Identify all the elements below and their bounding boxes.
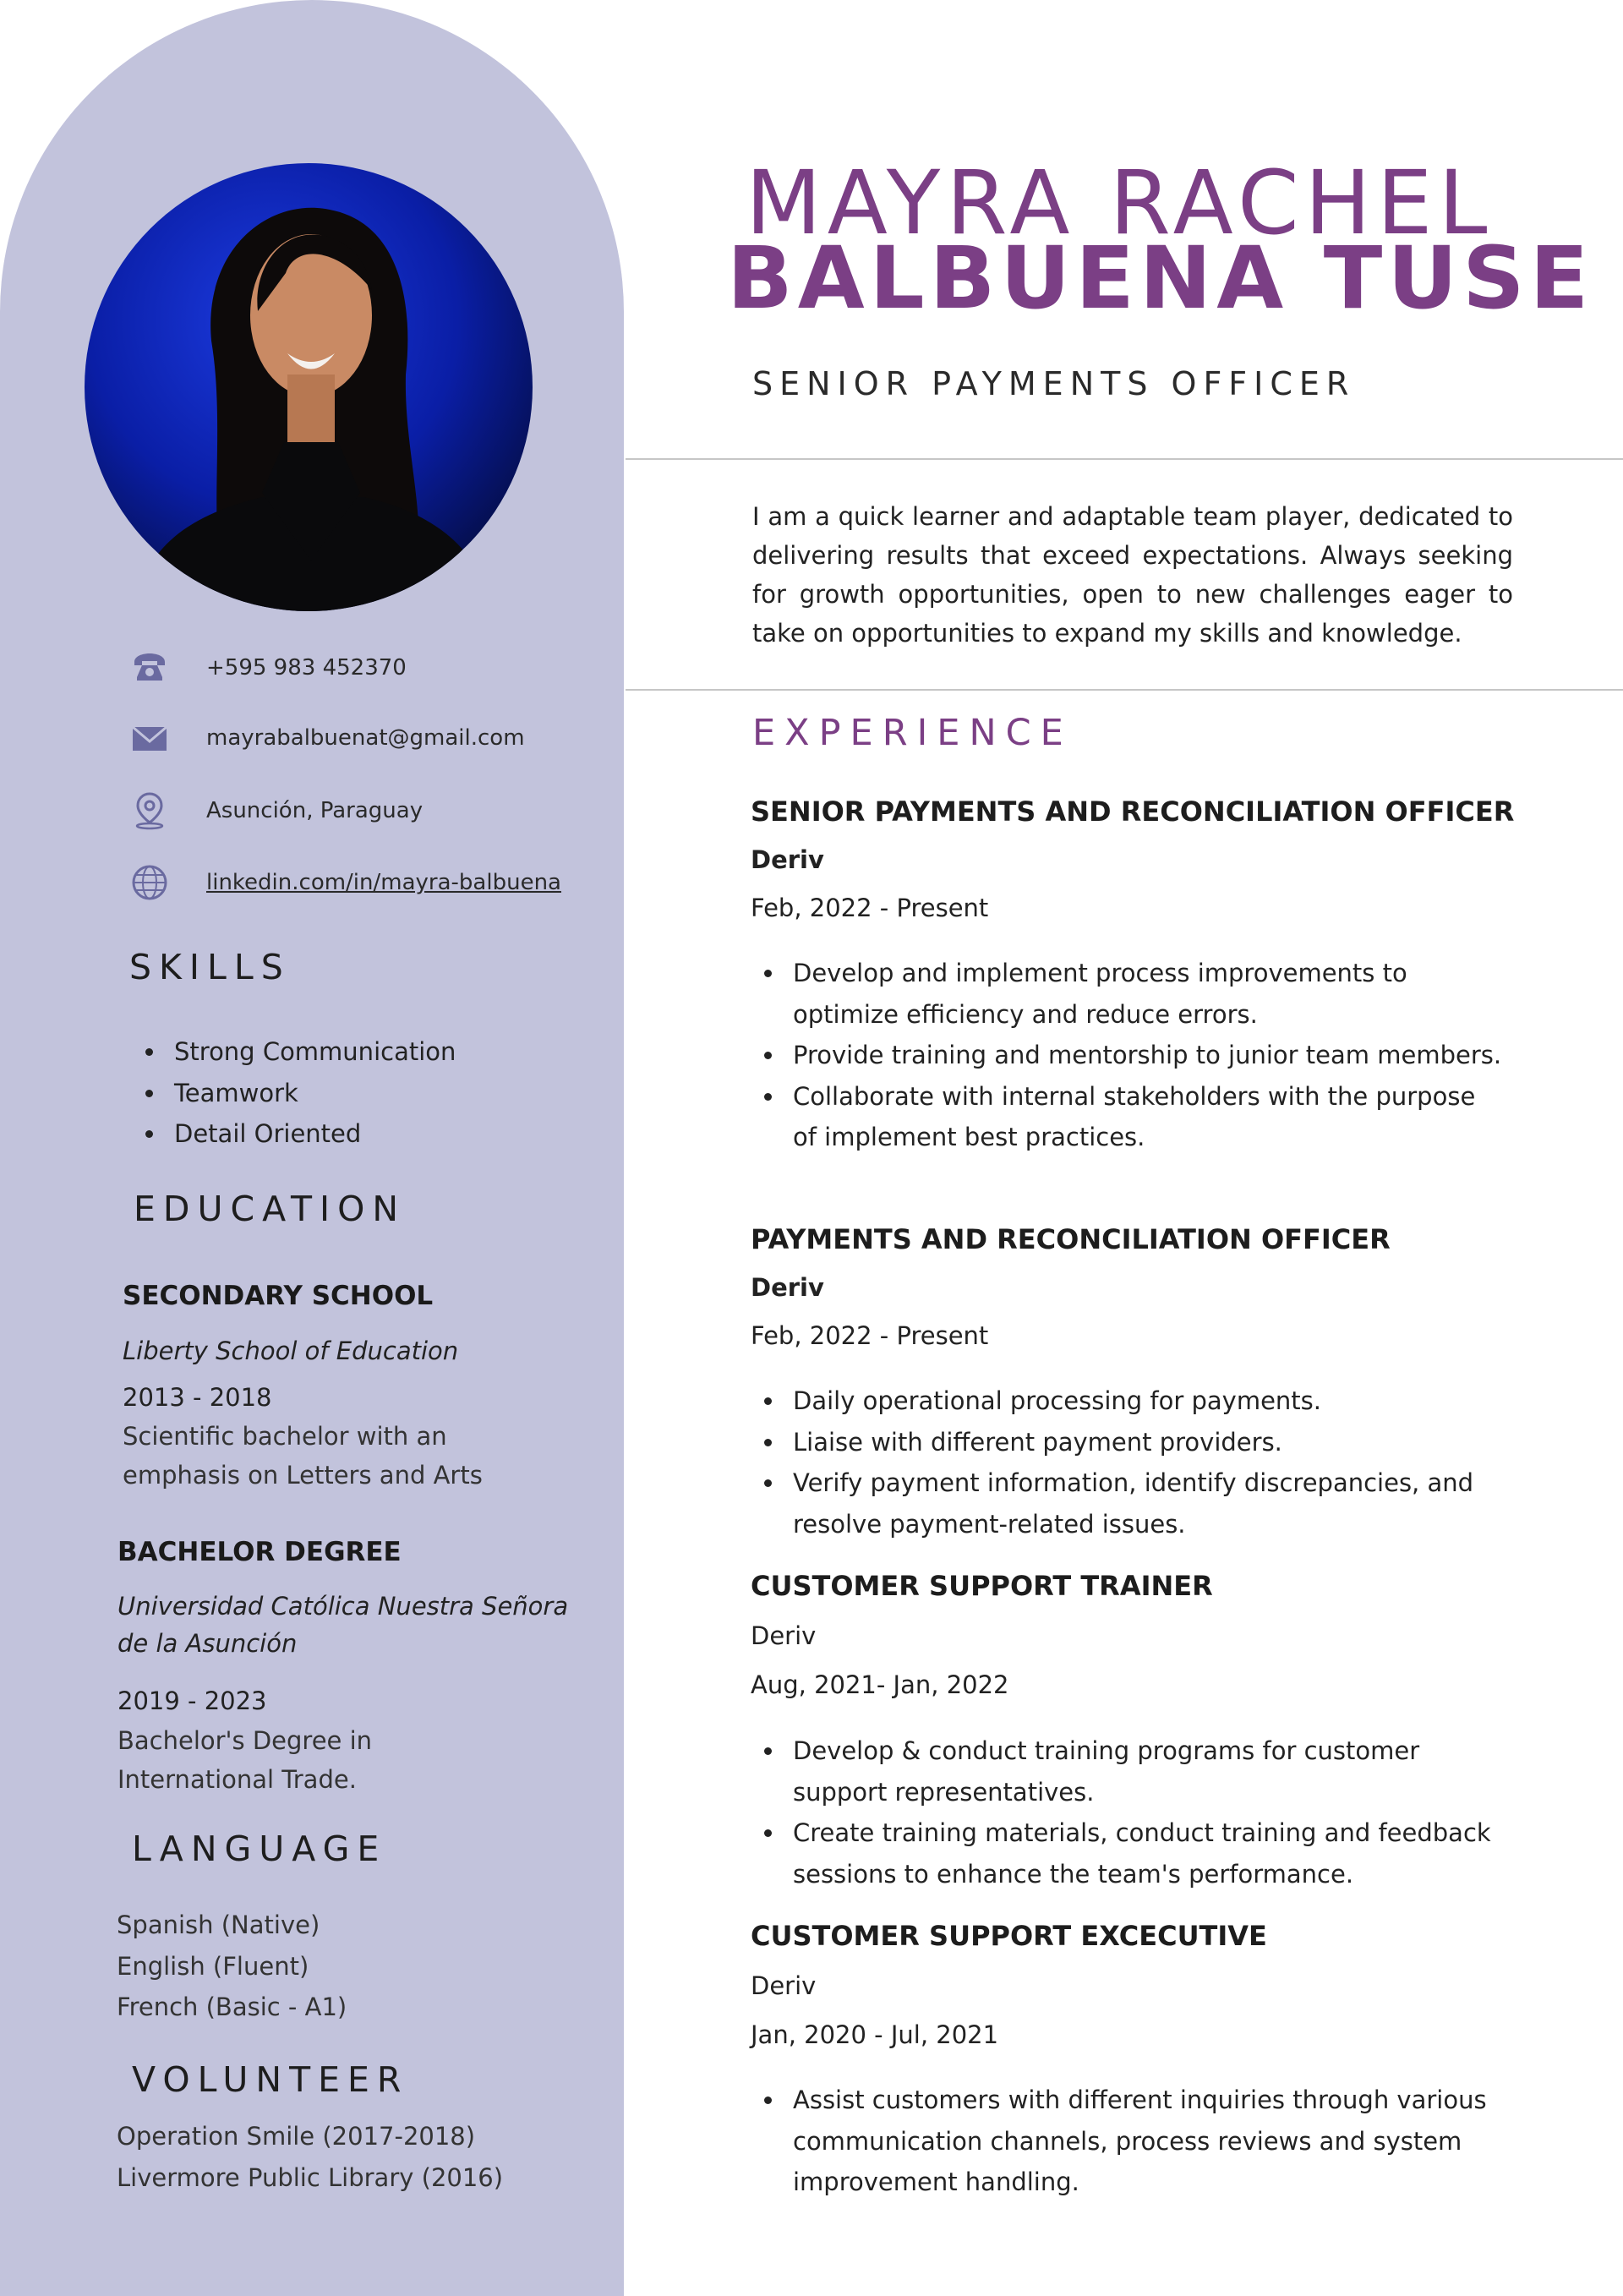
job-title: SENIOR PAYMENTS AND RECONCILIATION OFFICER (751, 795, 1515, 828)
profile-photo-image (85, 163, 533, 611)
job-bullet: Develop & conduct training programs for customer support representatives. (759, 1730, 1503, 1812)
education-years: 2013 - 2018 (123, 1383, 272, 1412)
skill-item: Strong Communication (135, 1031, 456, 1073)
language-heading: LANGUAGE (132, 1829, 387, 1869)
job-dates: Jan, 2020 - Jul, 2021 (751, 2020, 999, 2049)
job-title: CUSTOMER SUPPORT EXCECUTIVE (751, 1920, 1267, 1952)
language-list (117, 1905, 347, 2028)
globe-icon (128, 862, 171, 903)
job-company: Deriv (751, 1273, 824, 1302)
job-dates: Feb, 2022 - Present (751, 1321, 989, 1350)
profile-summary: I am a quick learner and adaptable team player, dedicated to delivering results that exceed expectations. Always seeking for growth opportunities, open to new challenges eager to take on opportunities to expand my skills and knowledge. (752, 502, 1513, 648)
job-company: Deriv (751, 1621, 817, 1650)
education-years: 2019 - 2023 (117, 1686, 267, 1715)
education-title: BACHELOR DEGREE (117, 1537, 402, 1567)
job-dates: Aug, 2021- Jan, 2022 (751, 1670, 1009, 1699)
language-item: Spanish (Native) (117, 1911, 320, 1939)
job-bullet: Assist customers with different inquiries through various communication channels, process reviews and system improvement handling. (759, 2080, 1503, 2203)
job-bullet: Daily operational processing for payments. (759, 1380, 1503, 1422)
job-bullets (759, 1380, 1503, 1544)
contact-location (128, 790, 602, 831)
education-description: Bachelor's Degree in International Trade. (117, 1726, 373, 1794)
contact-linkedin (128, 862, 602, 903)
job-bullet: Develop and implement process improvements to optimize efficiency and reduce errors. (759, 953, 1503, 1035)
education-school: Liberty School of Education (123, 1337, 459, 1365)
job-title: CUSTOMER SUPPORT TRAINER (751, 1570, 1213, 1602)
job-bullets (759, 1730, 1503, 1894)
volunteer-list (117, 2116, 503, 2198)
phone-icon (128, 648, 171, 688)
language-item: English (Fluent) (117, 1951, 309, 1981)
volunteer-heading: VOLUNTEER (132, 2059, 409, 2100)
volunteer-item: Operation Smile (2017-2018) (117, 2122, 476, 2151)
job-bullets (759, 2080, 1503, 2203)
last-names: BALBUENA TUSE (727, 228, 1594, 329)
divider (626, 689, 1623, 691)
job-bullet: Collaborate with internal stakeholders with the purpose of implement best practices. (759, 1076, 1503, 1158)
skills-heading: SKILLS (129, 947, 291, 987)
email-address[interactable]: mayrabalbuenat@gmail.com (206, 725, 525, 751)
job-company: Deriv (751, 1971, 817, 2000)
location-pin-icon (128, 790, 171, 831)
job-title: PAYMENTS AND RECONCILIATION OFFICER (751, 1223, 1391, 1255)
skill-item: Teamwork (135, 1073, 456, 1114)
language-item: French (Basic - A1) (117, 1993, 347, 2021)
location-text: Asunción, Paraguay (206, 798, 424, 823)
mail-icon (128, 718, 171, 758)
education-school: Universidad Católica Nuestra Señora de la Asunción (117, 1592, 569, 1658)
job-bullets (759, 953, 1503, 1158)
profile-photo (85, 163, 533, 611)
job-bullet: Provide training and mentorship to junior team members. (759, 1035, 1503, 1076)
education-title: SECONDARY SCHOOL (123, 1281, 434, 1311)
divider (626, 458, 1623, 460)
phone-number: +595 983 452370 (206, 655, 407, 681)
linkedin-link[interactable]: linkedin.com/in/mayra-balbuena (206, 870, 561, 895)
job-company: Deriv (751, 845, 824, 874)
education-heading: EDUCATION (134, 1189, 407, 1229)
job-role-title: SENIOR PAYMENTS OFFICER (752, 365, 1356, 402)
contact-email (128, 718, 602, 758)
contact-phone (128, 648, 602, 688)
volunteer-item: Livermore Public Library (2016) (117, 2162, 504, 2192)
first-names: MAYRA RACHEL (746, 151, 1494, 254)
job-bullet: Liaise with different payment providers. (759, 1422, 1503, 1463)
experience-heading: EXPERIENCE (752, 712, 1073, 754)
job-bullet: Verify payment information, identify discrepancies, and resolve payment-related issues. (759, 1462, 1503, 1544)
job-bullet: Create training materials, conduct training and feedback sessions to enhance the team's performance. (759, 1812, 1503, 1894)
skills-list (135, 1031, 456, 1155)
skill-item: Detail Oriented (135, 1113, 456, 1155)
job-dates: Feb, 2022 - Present (751, 894, 989, 922)
education-description: Scientific bachelor with an emphasis on Letters and Arts (123, 1422, 483, 1490)
